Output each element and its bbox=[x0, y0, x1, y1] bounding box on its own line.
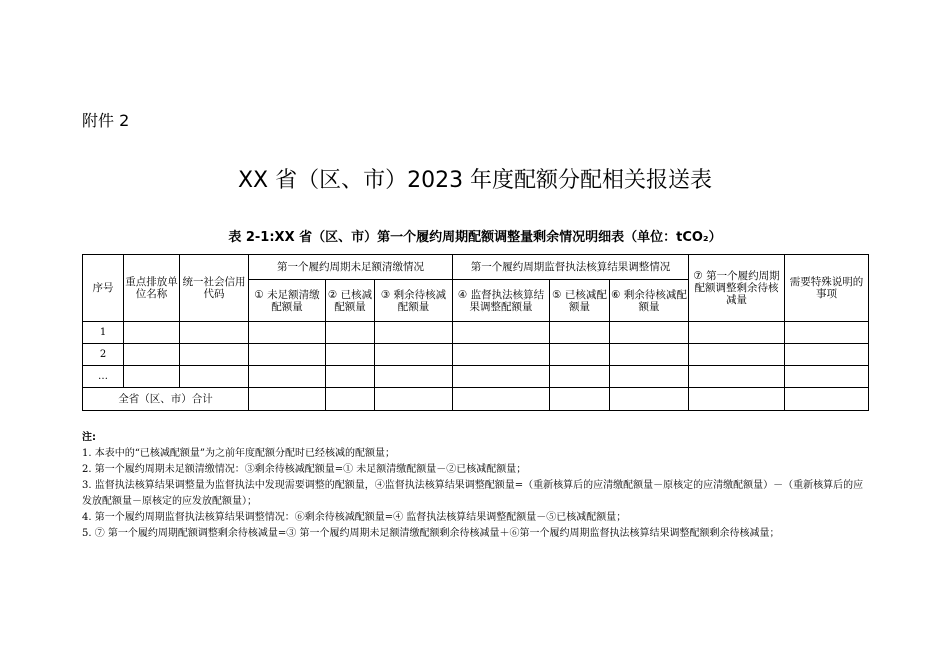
header-seq: 序号 bbox=[83, 255, 124, 322]
table-row bbox=[83, 366, 869, 388]
table-cell bbox=[610, 344, 689, 366]
attachment-label: 附件 2 bbox=[82, 111, 130, 130]
notes bbox=[82, 430, 872, 542]
table-cell bbox=[785, 322, 869, 344]
table-cell bbox=[785, 366, 869, 388]
note-2: 2. 第一个履约周期未足额清缴情况：③剩余待核减配额量=① 未足额清缴配额量－②已核减配额量； bbox=[82, 464, 527, 475]
header-remarks: 需要特殊说明的事项 bbox=[785, 255, 869, 322]
table-cell bbox=[326, 388, 375, 411]
header-col7: ⑦ 第一个履约周期配额调整剩余待核减量 bbox=[689, 255, 785, 322]
table-cell bbox=[610, 366, 689, 388]
table-cell bbox=[689, 388, 785, 411]
table-cell bbox=[610, 322, 689, 344]
table-cell bbox=[689, 366, 785, 388]
table-cell bbox=[610, 388, 689, 411]
report-table bbox=[82, 254, 869, 411]
header-group-unpaid: 第一个履约周期未足额清缴情况 bbox=[249, 255, 453, 280]
table-cell bbox=[550, 366, 610, 388]
table-cell bbox=[180, 344, 249, 366]
page-title: XX 省（区、市）2023 年度配额分配相关报送表 bbox=[237, 168, 713, 193]
table-cell bbox=[326, 322, 375, 344]
table-cell bbox=[249, 366, 326, 388]
table-cell bbox=[689, 322, 785, 344]
table-cell bbox=[689, 344, 785, 366]
table-cell bbox=[249, 388, 326, 411]
total-row bbox=[83, 388, 869, 411]
header-col5: ⑤ 已核减配额量 bbox=[550, 280, 610, 322]
table-cell bbox=[550, 388, 610, 411]
table-cell bbox=[249, 322, 326, 344]
header-col4: ④ 监督执法核算结果调整配额量 bbox=[453, 280, 550, 322]
table-row bbox=[83, 322, 869, 344]
table-cell bbox=[785, 344, 869, 366]
notes-title: 注: bbox=[82, 432, 96, 443]
header-col3: ③ 剩余待核减配额量 bbox=[375, 280, 453, 322]
note-1: 1. 本表中的“已核减配额量”为之前年度配额分配时已经核减的配额量； bbox=[82, 448, 395, 459]
table-cell bbox=[375, 366, 453, 388]
table-cell bbox=[326, 344, 375, 366]
header-credit-code: 统一社会信用代码 bbox=[180, 255, 249, 322]
table-cell bbox=[124, 366, 180, 388]
table-cell bbox=[249, 344, 326, 366]
header-col6: ⑥ 剩余待核减配额量 bbox=[610, 280, 689, 322]
table-cell bbox=[550, 322, 610, 344]
table-cell bbox=[375, 322, 453, 344]
note-3: 3. 监督执法核算结果调整量为监督执法中发现需要调整的配额量，④监督执法核算结果调整配额量=（重新核算后的应清缴配额量－原核定的应清缴配额量）－（重新核算后的应发放配额量－原核定的应发放配额量）； bbox=[82, 480, 864, 507]
table-cell bbox=[180, 366, 249, 388]
table-title: 表 2-1:XX 省（区、市）第一个履约周期配额调整量剩余情况明细表（单位：tCO₂） bbox=[228, 230, 722, 245]
table-row bbox=[83, 344, 869, 366]
header-unit-name: 重点排放单位名称 bbox=[124, 255, 180, 322]
header-group-enforcement: 第一个履约周期监督执法核算结果调整情况 bbox=[453, 255, 689, 280]
table-cell bbox=[375, 388, 453, 411]
table-cell bbox=[453, 366, 550, 388]
table-cell bbox=[124, 344, 180, 366]
table-cell bbox=[124, 322, 180, 344]
row-number: … bbox=[83, 366, 124, 388]
table-cell bbox=[180, 322, 249, 344]
header-col1: ① 未足额清缴配额量 bbox=[249, 280, 326, 322]
table-cell bbox=[550, 344, 610, 366]
table-cell bbox=[375, 344, 453, 366]
row-number: 1 bbox=[83, 322, 124, 344]
table-cell bbox=[453, 322, 550, 344]
note-5: 5. ⑦ 第一个履约周期配额调整剩余待核减量=③ 第一个履约周期未足额清缴配额剩余待核减量＋⑥第一个履约周期监督执法核算结果调整配额剩余待核减量； bbox=[82, 528, 780, 539]
table-cell bbox=[453, 344, 550, 366]
header-col2: ② 已核减配额量 bbox=[326, 280, 375, 322]
note-4: 4. 第一个履约周期监督执法核算结果调整情况：⑥剩余待核减配额量=④ 监督执法核算结果调整配额量－⑤已核减配额量； bbox=[82, 512, 627, 523]
table-cell bbox=[785, 388, 869, 411]
table-cell bbox=[453, 388, 550, 411]
table-cell bbox=[326, 366, 375, 388]
total-label: 全省（区、市）合计 bbox=[83, 388, 249, 411]
row-number: 2 bbox=[83, 344, 124, 366]
